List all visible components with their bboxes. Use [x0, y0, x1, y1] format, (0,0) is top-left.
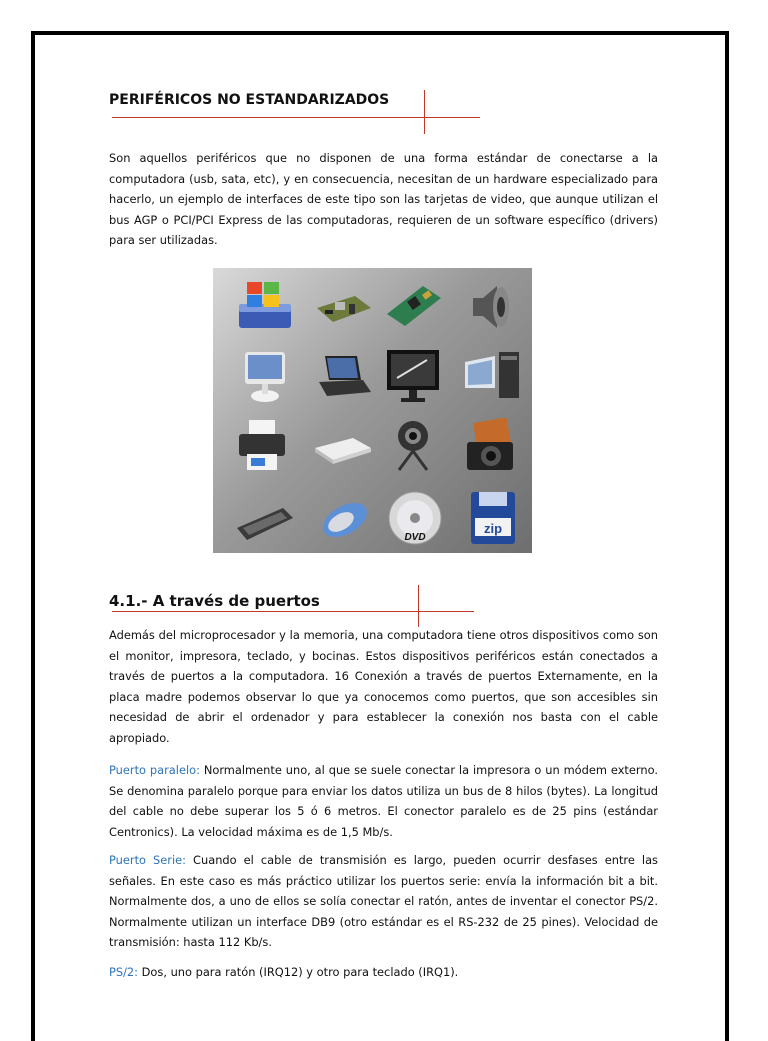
puerto-paralelo-paragraph	[109, 760, 658, 842]
dvd-disc-icon	[383, 490, 447, 546]
photo-camera-icon	[461, 418, 525, 474]
section1-paragraph: Son aquellos periféricos que no disponen de una forma estándar de conectarse a la computadora (usb, sata, etc), y en consecuencia, necesitan de un hardware especializado para hacerlo, un ejemplo de interfaces de este tipo son las tarjetas de video, que aunque utilizan el bus AGP o PCI/PCI Express de las computadoras, requieren de un software específico (drivers) para ser utilizadas.	[109, 151, 658, 247]
desktop-computer-icon	[461, 348, 525, 404]
zip-disk-icon	[461, 490, 525, 546]
webcam-icon	[383, 418, 447, 474]
imac-icon	[233, 348, 297, 404]
puerto-paralelo-text: Normalmente uno, al que se suele conectar la impresora o un módem externo. Se denomina paralelo porque para enviar los datos utiliza un bus de 8 hilos (bytes). La longitud del cable no debe superar los 5 ó 6 metros. El conector paralelo es de 25 pins (estándar Centronics). La velocidad máxima es de 1,5 Mb/s.	[109, 763, 658, 839]
heading-crossmark	[418, 585, 419, 627]
ps2-paragraph	[109, 962, 658, 983]
keyboard-icon	[233, 490, 297, 546]
motherboard-icon	[311, 278, 375, 334]
mouse-icon	[311, 490, 375, 546]
dvd-label: DVD	[404, 532, 426, 543]
heading-underline	[112, 611, 474, 612]
puerto-serie-text: Cuando el cable de transmisión es largo, pueden ocurrir desfases entre las señales. En este caso es más práctico utilizar los puertos serie: envía la información bit a bit. Normalmente dos, a uno de ellos se solía conectar el ratón, antes de inventar el conector PS/2. Normalmente utilizan un interface DB9 (otro estándar es el RS-232 de 25 pines). Velocidad de transmisión: hasta 112 Kb/s.	[109, 853, 658, 949]
section2-intro-paragraph: Además del microprocesador y la memoria, una computadora tiene otros dispositivos como son el monitor, impresora, teclado, y bocinas. Estos dispositivos periféricos están conectados a través de puertos a la computadora. 16 Conexión a través de puertos Externamente, en la placa madre podemos observar lo que ya conocemos como puertos, que son accesibles sin necesidad de abrir el ordenador y para establecer la conexión nos basta con el cable apropiado.	[109, 628, 658, 745]
speaker-icon	[461, 278, 525, 334]
monitor-icon	[383, 348, 447, 404]
scanner-icon	[311, 418, 375, 474]
section-heading-perifericos: PERIFÉRICOS NO ESTANDARIZADOS	[109, 92, 390, 108]
puerto-serie-label: Puerto Serie:	[109, 853, 186, 867]
ps2-text: Dos, uno para ratón (IRQ12) y otro para teclado (IRQ1).	[138, 965, 459, 979]
puerto-paralelo-label: Puerto paralelo:	[109, 763, 200, 777]
zip-label: zip	[483, 521, 503, 536]
section-heading-puertos: 4.1.- A través de puertos	[109, 592, 320, 610]
peripherals-image	[213, 268, 532, 553]
ps2-label: PS/2:	[109, 965, 139, 979]
windows-hard-drive-icon	[233, 278, 297, 334]
expansion-card-icon	[383, 278, 447, 334]
puerto-serie-paragraph	[109, 850, 658, 953]
printer-icon	[233, 418, 297, 474]
laptop-icon	[311, 348, 375, 404]
heading-crossmark	[424, 90, 425, 134]
